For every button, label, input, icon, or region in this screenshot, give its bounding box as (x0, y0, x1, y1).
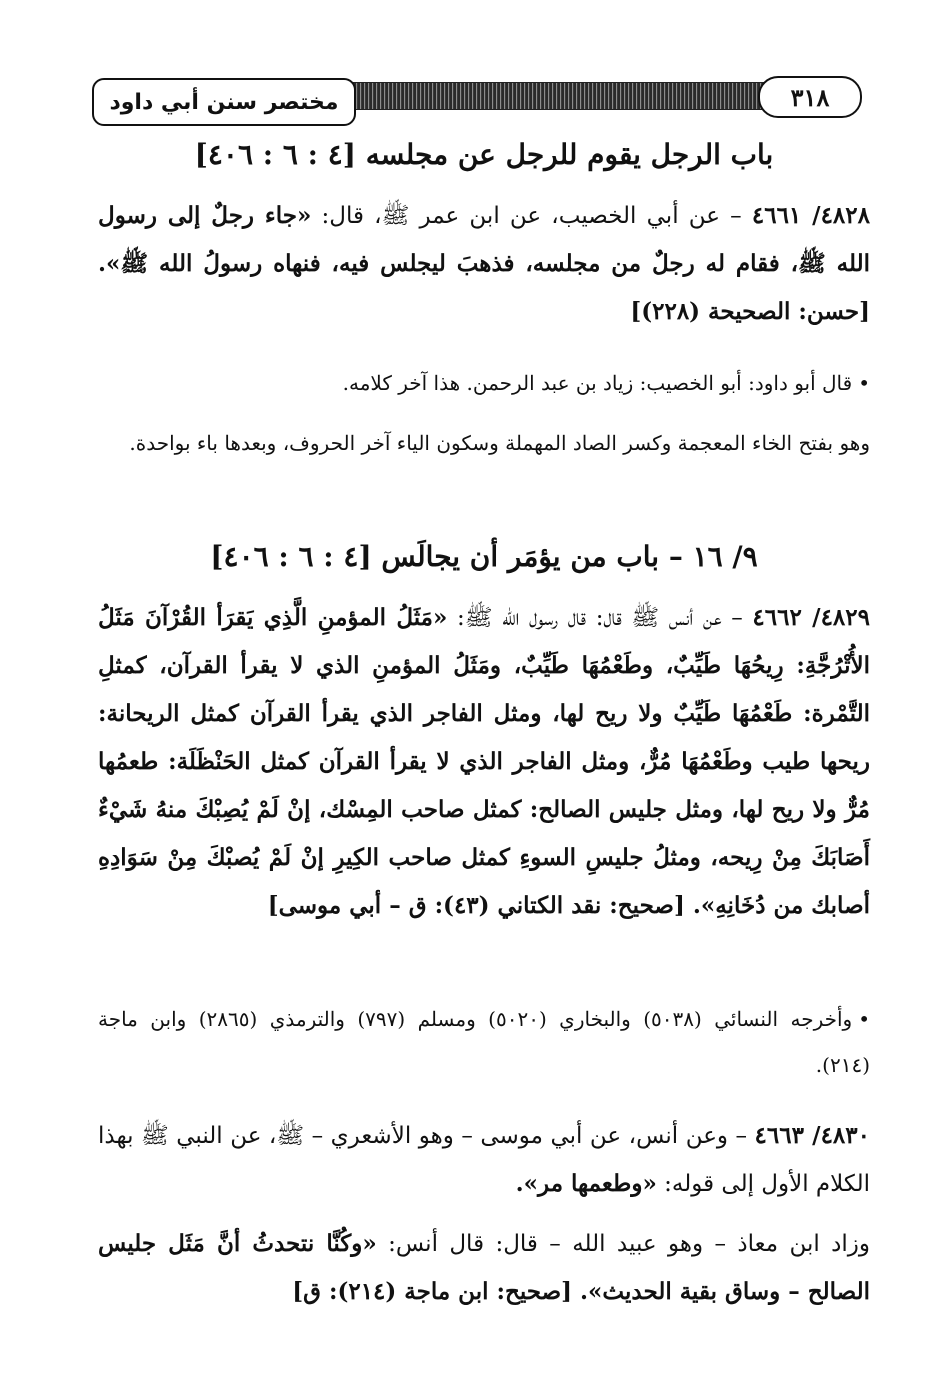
hadith-text: «وكُنَّا نتحدثُ أنَّ مَثَل جليس الصالح – وساق بقية الحديث». [صحيح: ابن ماجة (٢١٤): ق] (98, 1230, 870, 1305)
hadith-number: ٤٨٢٩/ ٤٦٦٢ (752, 604, 870, 631)
note-text: وهو بفتح الخاء المعجمة وكسر الصاد المهملة وسكون الياء آخر الحروف، وبعدها باء بواحدة. (129, 431, 870, 455)
bullet-icon: • (858, 1007, 870, 1031)
bullet-icon: • (858, 371, 870, 395)
hadith-text: «جاء رجلٌ إلى رسول الله ﷺ، فقام له رجلٌ من مجلسه، فذهبَ ليجلس فيه، فنهاه رسولُ الله ﷺ». [حسن: الصحيحة (٢٢٨)] (98, 202, 870, 325)
note-text: وأخرجه النسائي (٥٠٣٨) والبخاري (٥٠٢٠) ومسلم (٧٩٧) والترمذي (٢٨٦٥) وابن ماجة (٢١٤). (98, 1007, 870, 1077)
book-title-frame (92, 78, 356, 126)
hadith-chain: وزاد ابن معاذ – وهو عبيد الله – قال: قال أنس: (376, 1231, 870, 1257)
hadith-text: «وطعمها مر». (515, 1170, 657, 1197)
hadith-4830-addition (98, 1220, 892, 1316)
hadith-chain: – عن أنس ﷺ قال: قال رسول الله ﷺ: (447, 605, 743, 631)
section-title: ٩/ ١٦ – باب من يؤمَر أن يجالَس [٤ : ٦ : ٤٠٦] (210, 540, 758, 573)
hadith-4830 (98, 1112, 870, 1208)
hadith-number: ٤٨٢٨/ ٤٦٦١ (751, 202, 870, 229)
book-title: مختصر سنن أبي داود (109, 89, 339, 115)
page-number: ٣١٨ (790, 82, 830, 112)
hadith-number: ٤٨٣٠/ ٤٦٦٣ (754, 1122, 870, 1149)
hadith-chain: – عن أبي الخصيب، عن ابن عمر ﷺ، قال: (311, 203, 742, 229)
note-text: قال أبو داود: أبو الخصيب: زياد بن عبد الرحمن. هذا آخر كلامه. (342, 371, 853, 395)
note-pronunciation (98, 420, 870, 466)
page-header (92, 74, 862, 130)
hadith-4829 (98, 594, 870, 930)
hadith-text: «مَثَلُ المؤمنِ الَّذِي يَقرَأ القُرْآنَ مَثَلُ الأُتْرُجَّةِ: رِيحُهَا طَيِّبٌ، وطَعْمُهَا طَيِّبٌ، ومَثَلُ المؤمنِ الذي لا يقرأ القرآن، كمثلِ التَّمْرة: طَعْمُهَا طَيِّبٌ ولا ريح لها، ومثل الفاجر الذي يقرأ القرآن كمثل الريحانة: ريحها طيب وطَعْمُهَا مُرٌّ، ومثل الفاجر الذي لا يقرأ القرآن كمثل الحَنْظَلَة: طعمُها مُرٌّ ولا ريح لها، ومثل جليس الصالح: كمثل صاحب المِسْك، إنْ لَمْ يُصِبْكَ منهُ شَيْءٌ أَصَابَكَ مِنْ رِيحه، ومثلُ جليسِ السوءِ كمثل صاحب الكِيرِ إنْ لَمْ يُصبْكَ مِنْ سَوَادِهِ أصابك من دُخَانِهِ». [صحيح: نقد الكتاني (٤٣): ق – أبي موسى] (98, 604, 870, 919)
note-takhrij (98, 996, 892, 1088)
page-number-frame (758, 76, 862, 118)
section-title: باب الرجل يقوم للرجل عن مجلسه [٤ : ٦ : ٤٠٦] (194, 138, 774, 171)
hadith-4828 (98, 192, 870, 336)
hadith-chain: – وعن أنس، عن أبي موسى – وهو الأشعري – ﷺ، عن النبي ﷺ بهذا الكلام الأول إلى قوله: (98, 1123, 870, 1197)
note-abu-dawud (98, 360, 892, 406)
